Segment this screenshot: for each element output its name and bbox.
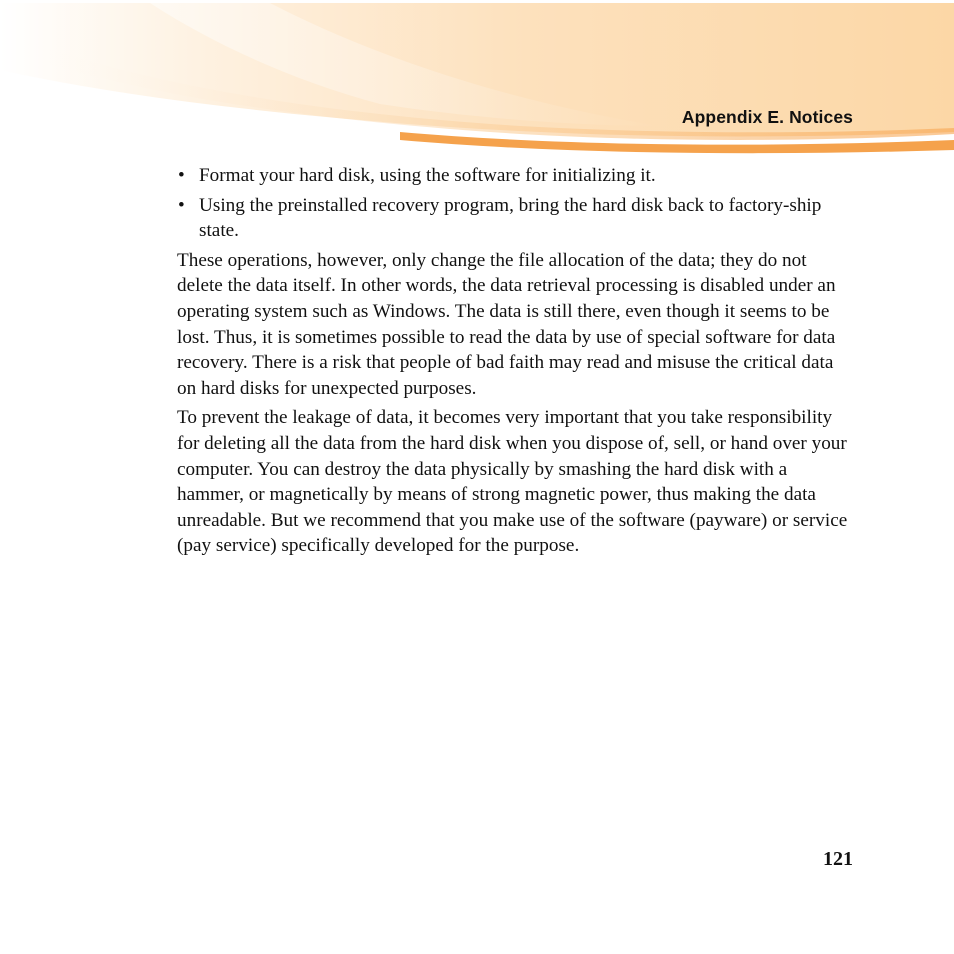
header-decorative-band (0, 0, 954, 160)
bullet-icon: • (178, 194, 185, 216)
bullet-icon: • (178, 165, 185, 186)
list-item-text: Using the preinstalled recovery program, bring the hard disk back to factory-ship state. (199, 194, 822, 242)
list-item (177, 193, 853, 244)
page-number: 121 (823, 848, 853, 870)
body-paragraph: These operations, however, only change the file allocation of the data; they do not delete the data itself. In other words, the data retrieval processing is disabled under an operating system such as Windows. The data is still there, even though it seems to be lost. Thus, it is sometimes possible to read the data by use of special software for data recovery. There is a risk that people of bad faith may read and misuse the critical data on hard disks for unexpected purposes. (177, 249, 836, 399)
list-item (177, 163, 853, 189)
body-paragraph: To prevent the leakage of data, it becomes very important that you take responsibility for deleting all the data from the hard disk when you dispose of, sell, or hand over your computer. You can destroy the data physically by smashing the hard disk with a hammer, or magnetically by means of strong magnetic power, thus making the data unreadable. But we recommend that you make use of the software (payware) or service (pay service) specifically developed for the purpose. (177, 407, 848, 557)
bullet-list (177, 163, 853, 244)
page-body (177, 163, 853, 563)
section-header-title: Appendix E. Notices (681, 107, 853, 127)
list-item-text: Format your hard disk, using the software for initializing it. (199, 165, 656, 186)
